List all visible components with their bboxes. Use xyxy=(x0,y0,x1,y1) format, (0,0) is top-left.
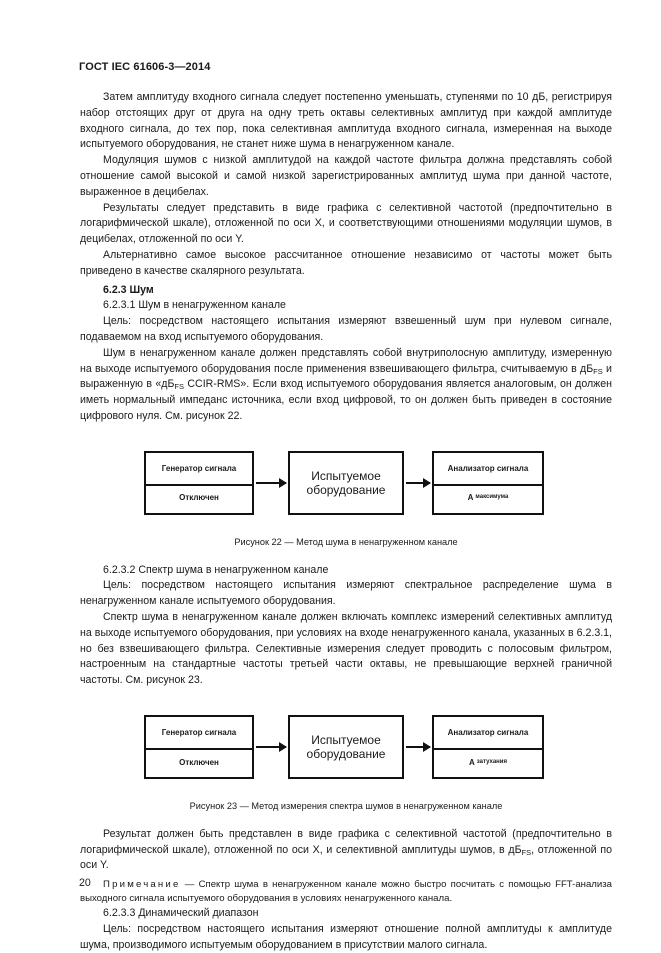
paragraph: Цель: посредством настоящего испытания измеряют спектральное распределение шума в ненагруженном канале испытуемого оборудования. xyxy=(80,579,612,608)
subscript: FS xyxy=(174,382,184,392)
subsection-heading: 6.2.3.2 Спектр шума в ненагруженном канале xyxy=(103,563,329,576)
arrow-right-icon xyxy=(406,482,430,484)
subscript: FS xyxy=(593,366,603,376)
dut-block xyxy=(288,715,404,779)
text-fragment: , отложенной по оси Y. xyxy=(80,843,612,872)
reading-subscript: затухания xyxy=(476,758,507,765)
text-fragment: CCIR-RMS». Если вход испытуемого оборудования является аналоговым, он должен иметь нормальный импеданс источника, если вход цифровой, то он должен быть приведен в состояние цифрового нуля. См. рисунок 22. xyxy=(80,378,612,422)
analyzer-label: Анализатор сигнала xyxy=(434,717,542,750)
note-label: Примечание xyxy=(103,879,181,891)
paragraph: Цель: посредством настоящего испытания измеряют отношение полной амплитуды к амплитуде шума, производимого испытуемым оборудованием в присутствии малого сигнала. xyxy=(80,922,612,951)
figure-caption: Рисунок 22 — Метод шума в ненагруженном канале xyxy=(234,536,458,547)
text-fragment: и выраженную в «дБ xyxy=(80,362,612,391)
arrow-right-icon xyxy=(406,746,430,748)
subsection-heading: 6.2.3.1 Шум в ненагруженном канале xyxy=(103,299,286,312)
paragraph: Результаты следует представить в виде графика с селективной частотой (предпочтительно в логарифмической шкале), отложенной по оси X, и соответствующими отношениями модуляции шумов, в децибелах, отложенной по оси Y. xyxy=(80,201,612,246)
figure-22-diagram xyxy=(80,443,612,525)
text-fragment: Шум в ненагруженном канале должен представлять собой внутриполосную амплитуду, измеренную на выходе испытуемого оборудования после применения взвешивающего фильтра, считываемую в дБ xyxy=(80,346,612,375)
paragraph xyxy=(80,346,612,425)
paragraph: Альтернативно самое высокое рассчитанное отношение независимо от частоты может быть приведено в качестве скалярного результата. xyxy=(80,248,612,277)
signal-generator-block xyxy=(144,451,254,515)
text-fragment: Результат должен быть представлен в виде графика с селективной частотой (предпочтительно в логарифмической шкале), отложенной по оси X, и селективной амплитуды шумов, в дБ xyxy=(80,827,612,856)
reading-symbol: A xyxy=(468,757,475,767)
signal-generator-block xyxy=(144,715,254,779)
signal-analyzer-block xyxy=(432,715,544,779)
generator-state: Отключен xyxy=(179,493,219,503)
generator-state: Отключен xyxy=(179,757,219,767)
reading-subscript: максимума xyxy=(475,494,509,501)
signal-analyzer-block xyxy=(432,451,544,515)
page-number: 20 xyxy=(79,877,91,889)
analyzer-reading xyxy=(434,484,542,513)
arrow-right-icon xyxy=(256,746,286,748)
analyzer-label: Анализатор сигнала xyxy=(434,453,542,486)
paragraph: Модуляция шумов с низкой амплитудой на каждой частоте фильтра должна представлять собой отношение самой высокой и самой низкой зарегистрированных амплитуд шума при данной частоте, выраженное в децибелах. xyxy=(80,154,612,198)
page-content xyxy=(80,90,612,953)
document-header: ГОСТ IEC 61606-3—2014 xyxy=(79,61,211,73)
subscript: FS xyxy=(521,847,532,857)
paragraph: Затем амплитуду входного сигнала следует постепенно уменьшать, ступенями по 10 дБ, регистрируя набор отстоящих друг от друга на одну треть октавы селективных амплитуд при каждой амплитуде входного сигнала, до тех пор, пока селективная амплитуда входного сигнала, измеренная на выходе испытуемого оборудования, не станет ниже шума в ненагруженном канале. xyxy=(80,91,612,151)
generator-label: Генератор сигнала xyxy=(146,453,252,486)
dut-block xyxy=(288,451,404,515)
paragraph xyxy=(80,827,612,874)
section-heading: 6.2.3 Шум xyxy=(103,283,154,296)
note xyxy=(80,878,612,906)
dut-label: Испытуемое оборудование xyxy=(306,468,386,497)
dut-label: Испытуемое оборудование xyxy=(306,732,386,761)
figure-caption: Рисунок 23 — Метод измерения спектра шумов в ненагруженном канале xyxy=(189,800,503,811)
reading-symbol: A xyxy=(467,493,474,503)
note-text: — Спектр шума в ненагруженном канале можно быстро посчитать с помощью FFT-анализа выходного сигнала испытуемого оборудования в условиях ненагруженного канала. xyxy=(80,879,612,905)
subsection-heading: 6.2.3.3 Динамический диапазон xyxy=(103,907,259,920)
generator-label: Генератор сигнала xyxy=(146,717,252,750)
paragraph: Цель: посредством настоящего испытания измеряют взвешенный шум при нулевом сигнале, подаваемом на вход испытуемого оборудования. xyxy=(80,315,612,343)
figure-23-diagram xyxy=(80,707,612,789)
arrow-right-icon xyxy=(256,482,286,484)
analyzer-reading xyxy=(434,748,542,777)
paragraph: Спектр шума в ненагруженном канале должен включать комплекс измерений селективных амплитуд на выходе испытуемого оборудования, при условиях на входе ненагруженного канала, указанных в 6.2.3.1, но без взвешивающего фильтра. Селективные измерения следует проводить с полосовым фильтром, настроенным на стандартные частоты третьей части октавы, не превышающие верхней граничной частоты. См. рисунок 23. xyxy=(80,610,612,687)
